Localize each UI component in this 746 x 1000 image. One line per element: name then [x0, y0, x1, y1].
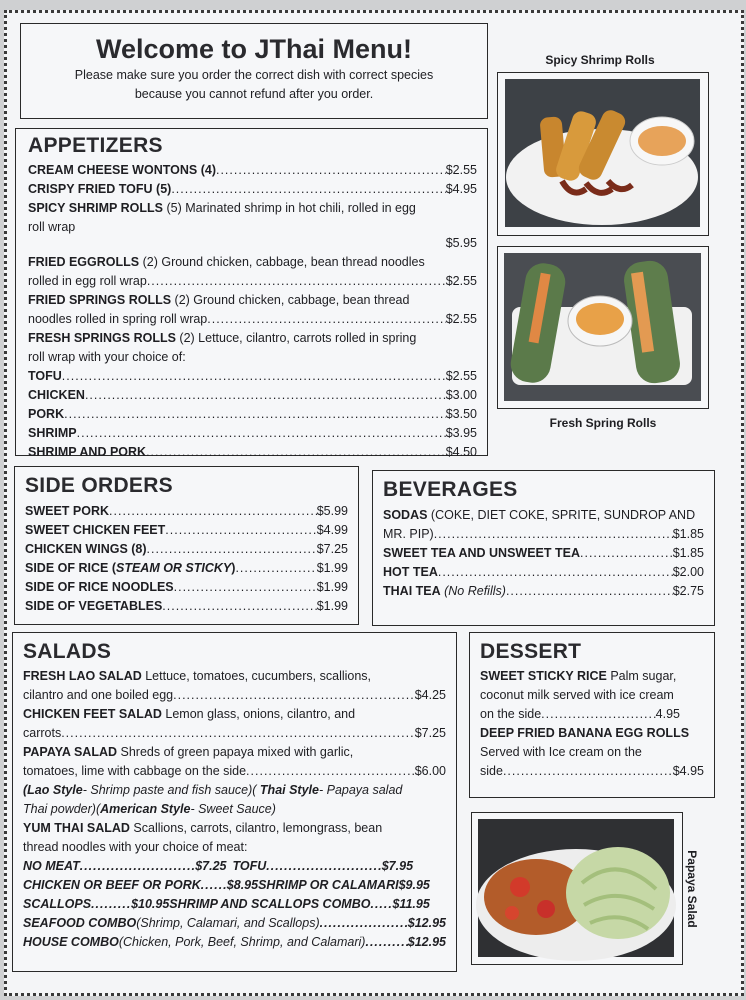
menu-option: SCALLOPS ..... $10.95 SHRIMP AND SCALLOPS COMBO ..... $11.95: [23, 895, 446, 914]
menu-item: SWEET TEA AND UNSWEET TEA ..... $1.85: [383, 544, 704, 563]
welcome-header: [20, 23, 488, 119]
menu-item: SWEET STICKY RICE Palm sugar,: [480, 669, 677, 683]
notice-line-1: Please make sure you order the correct dish with correct species: [74, 68, 434, 82]
beverages-heading: BEVERAGES: [383, 478, 518, 501]
appetizers-heading: APPETIZERS: [28, 134, 163, 157]
appetizers-section: APPETIZERS CREAM CHEESE WONTONS (4) ..... $2.55 CRISPY FRIED TOFU (5) ..... $4.95 SPICY SHRIMP ROLLS (5) Marinated shrimp in hot chili, rolled in egg roll wrap $5.95 FRIED EGGROLLS (2) Ground chicken, cabbage, bean thread noodles rolled in egg roll wrap ..... $2.55 FRIED SPRINGS ROLLS (2) Ground chicken, cabbage, bean thread noodles rolled in spring roll wrap ..... $2.55 FRESH SPRINGS ROLLS (2) Lettuce, cilantro, carrots rolled in spring roll wrap with your choice of: TOFU ..... $2.55 CHICKEN ..... $3.00 PORK ..... $3.50 SHRIMP ..... $3.95 SHRIMP AND PORK ..... $4.50: [15, 128, 488, 456]
menu-option: SEAFOOD COMBO (Shrimp, Calamari, and Scallops) ..... $12.95: [23, 914, 446, 933]
salads-section: SALADS FRESH LAO SALAD Lettuce, tomatoes, cucumbers, scallions, cilantro and one boiled egg ..... $4.25 CHICKEN FEET SALAD Lemon glass, onions, cilantro, and carrots ..... $7.25 PAPAYA SALAD Shreds of green papaya mixed with garlic, tomatoes, lime with cabbage on the side ..... $6.00 (Lao Style- Shrimp paste and fish sauce)( Thai Style- Papaya salad Thai powder)(American Style- Sweet Sauce) YUM THAI SALAD Scallions, carrots, cilantro, lemongrass, bean thread noodles with your choice of meat: NO MEAT ..... $7.25 TOFU ..... $7.95 CHICKEN OR BEEF OR PORK ..... $8.95 SHRIMP OR CALAMARI $9.95 SCALLOPS ..... $10.95 SHRIMP AND SCALLOPS COMBO ..... $11.95 SEAFOOD COMBO (Shrimp, Calamari, and Scallops) ..... $12.95 HOUSE COMBO (Chicken, Pork, Beef, Shrimp, and Calamari) ..... $12.95: [12, 632, 457, 972]
papaya-salad-caption: Papaya Salad: [685, 850, 699, 928]
notice-line-2: because you cannot refund after you order.: [134, 87, 374, 101]
menu-option: NO MEAT ..... $7.25 TOFU ..... $7.95: [23, 857, 413, 876]
menu-option: CHICKEN ..... $3.00: [28, 386, 477, 405]
menu-item: HOT TEA ..... $2.00: [383, 563, 704, 582]
menu-item: SIDE OF RICE NOODLES ..... $1.99: [25, 578, 348, 597]
menu-option: CHICKEN OR BEEF OR PORK ..... $8.95 SHRIMP OR CALAMARI $9.95: [23, 876, 446, 895]
shrimp-rolls-photo-frame: [497, 72, 709, 236]
menu-option: SHRIMP AND PORK ..... $4.50: [28, 443, 477, 462]
menu-option: PORK ..... $3.50: [28, 405, 477, 424]
menu-item: CRISPY FRIED TOFU (5) ..... $4.95: [28, 180, 477, 199]
shrimp-rolls-caption: Spicy Shrimp Rolls: [545, 53, 655, 67]
menu-item: THAI TEA (No Refills) ..... $2.75: [383, 582, 704, 601]
salads-heading: SALADS: [23, 640, 112, 663]
dessert-section: DESSERT SWEET STICKY RICE Palm sugar, coconut milk served with ice cream on the side ..... 4.95 DEEP FRIED BANANA EGG ROLLS Served with Ice cream on the side ..... $4.95: [469, 632, 715, 798]
menu-item: DEEP FRIED BANANA EGG ROLLS: [480, 726, 690, 740]
menu-option: SHRIMP ..... $3.95: [28, 424, 477, 443]
menu-item: FRIED EGGROLLS (2) Ground chicken, cabbage, bean thread noodles: [28, 255, 425, 269]
papaya-style-options: (Lao Style- Shrimp paste and fish sauce)( Thai Style- Papaya salad: [23, 783, 403, 797]
menu-title: Welcome to JThai Menu!: [95, 34, 413, 64]
menu-item: CHICKEN WINGS (8) ..... $7.25: [25, 540, 348, 559]
menu-option: HOUSE COMBO (Chicken, Pork, Beef, Shrimp, and Calamari) ..... $12.95: [23, 933, 446, 952]
menu-item: CHICKEN FEET SALAD Lemon glass, onions, cilantro, and: [23, 707, 356, 721]
menu-item: CREAM CHEESE WONTONS (4) ..... $2.55: [28, 161, 477, 180]
fresh-spring-rolls-photo: [498, 247, 707, 407]
spicy-shrimp-rolls-photo: [498, 73, 707, 234]
menu-item: FRESH SPRINGS ROLLS (2) Lettuce, cilantro, carrots rolled in spring: [28, 331, 417, 345]
dessert-heading: DESSERT: [480, 640, 582, 663]
menu-option: TOFU ..... $2.55: [28, 367, 477, 386]
menu-item: SWEET PORK ..... $5.99: [25, 502, 348, 521]
papaya-salad-photo-frame: [471, 812, 683, 965]
menu-item: FRESH LAO SALAD Lettuce, tomatoes, cucumbers, scallions,: [23, 669, 372, 683]
menu-item: SODAS (COKE, DIET COKE, SPRITE, SUNDROP AND: [383, 508, 696, 522]
menu-item: SWEET CHICKEN FEET ..... $4.99: [25, 521, 348, 540]
side-orders-section: [14, 466, 359, 625]
beverages-section: BEVERAGES SODAS (COKE, DIET COKE, SPRITE, SUNDROP AND MR. PIP) ..... $1.85 SWEET TEA AND UNSWEET TEA ..... $1.85 HOT TEA ..... $2.00 THAI TEA (No Refills) ..... $2.75: [372, 470, 715, 626]
spring-rolls-caption: Fresh Spring Rolls: [549, 416, 657, 430]
menu-item: SPICY SHRIMP ROLLS (5) Marinated shrimp in hot chili, rolled in egg: [28, 201, 416, 215]
spring-rolls-photo-frame: [497, 246, 709, 409]
menu-item: SIDE OF VEGETABLES ..... $1.99: [25, 597, 348, 616]
menu-item: YUM THAI SALAD Scallions, carrots, cilantro, lemongrass, bean: [23, 821, 383, 835]
papaya-salad-photo: [472, 813, 681, 963]
menu-item: PAPAYA SALAD Shreds of green papaya mixed with garlic,: [23, 745, 354, 759]
menu-item: SIDE OF RICE (STEAM OR STICKY) ..... $1.99: [25, 559, 348, 578]
menu-item: FRIED SPRINGS ROLLS (2) Ground chicken, cabbage, bean thread: [28, 293, 410, 307]
side-orders-heading: SIDE ORDERS: [25, 474, 173, 497]
